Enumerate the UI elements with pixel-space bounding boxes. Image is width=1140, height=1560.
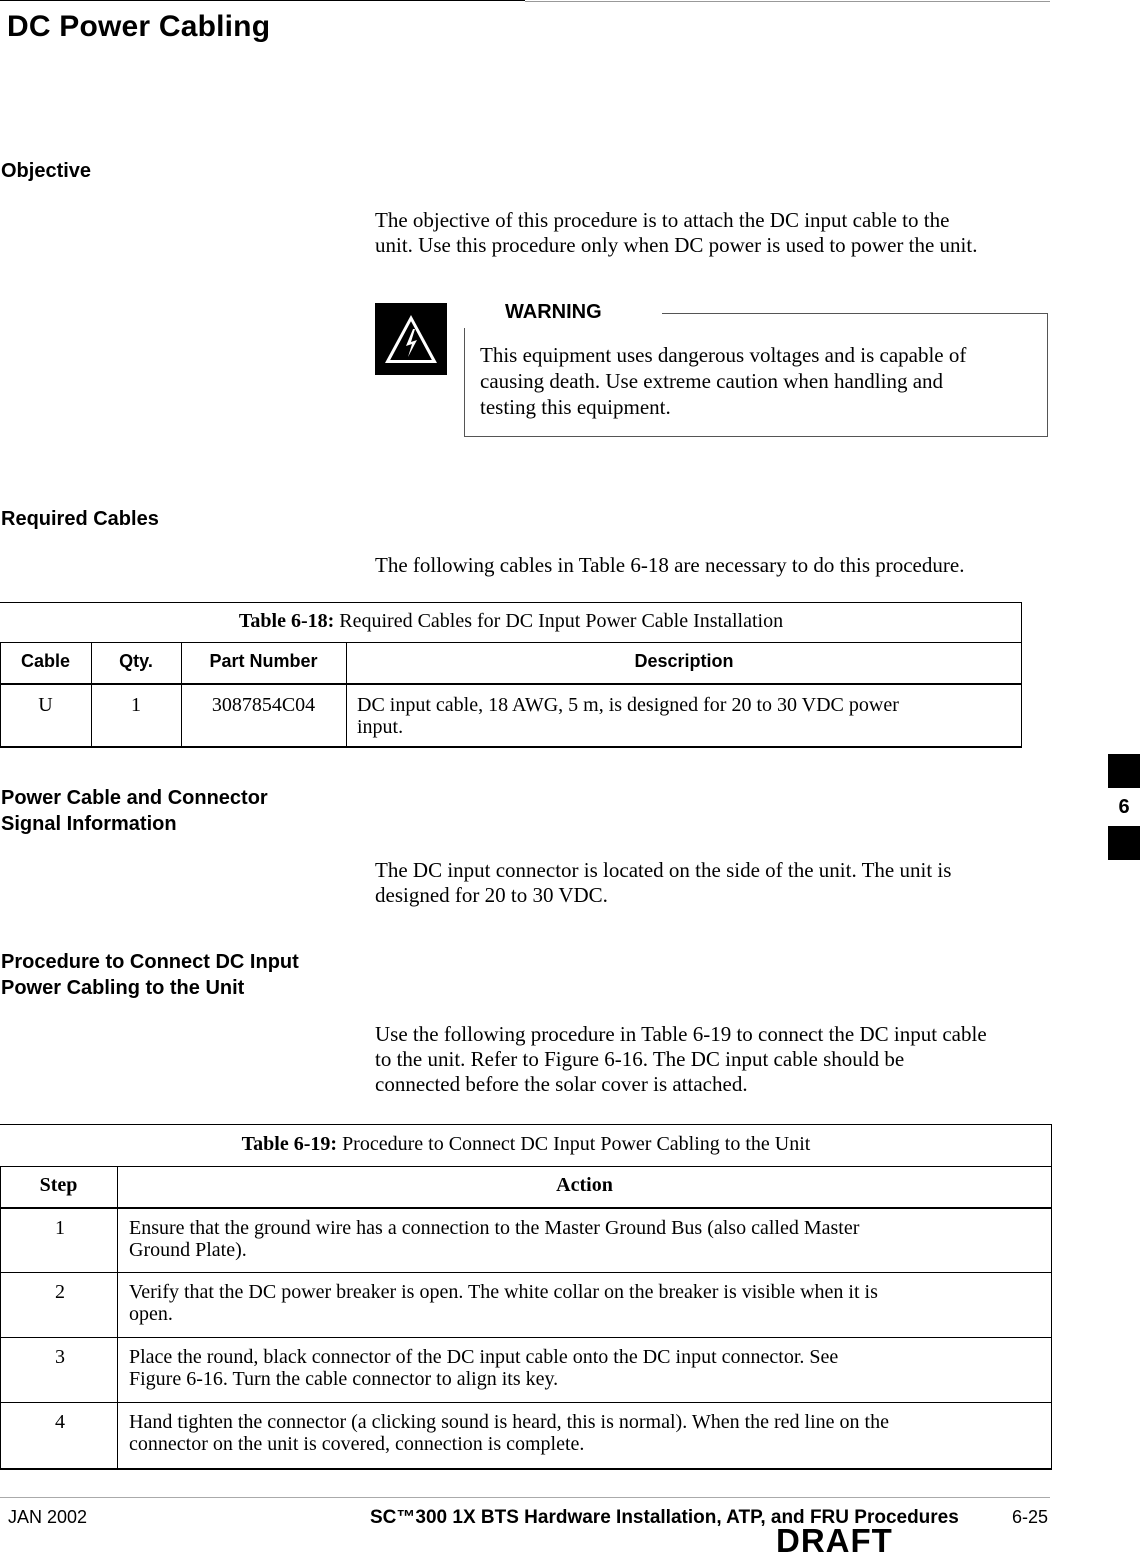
required-cables-text: The following cables in Table 6-18 are necessary to do this procedure. [375, 553, 965, 577]
procedure-heading [1, 949, 299, 1001]
step-number: 3 [55, 1346, 65, 1368]
footer-title: SC™300 1X BTS Hardware Installation, ATP, and FRU Procedures [370, 1507, 959, 1528]
high-voltage-warning-icon [375, 303, 447, 375]
cell-part-number: 3087854C04 [211, 694, 316, 716]
top-rule-thin [525, 1, 1050, 2]
chapter-tab-block-top [1108, 754, 1140, 788]
footer-rule [0, 1497, 1050, 1498]
footer-page-number: 6-25 [1012, 1507, 1049, 1527]
column-header-action: Action [556, 1174, 613, 1196]
action-line: connector on the unit is covered, connection is complete. [129, 1433, 585, 1455]
table-6-18 [0, 602, 1022, 748]
step-number: 2 [55, 1281, 65, 1303]
caption-text: Procedure to Connect DC Input Power Cabling to the Unit [337, 1133, 811, 1155]
action-line: Verify that the DC power breaker is open. The white collar on the breaker is visible when it is [129, 1281, 878, 1303]
description-line: input. [357, 716, 404, 738]
column-header-description: Description [634, 651, 734, 671]
table-6-19 [0, 1124, 1052, 1470]
column-header-qty: Qty. [119, 651, 153, 671]
cell-qty: 1 [131, 694, 141, 716]
action-line: Hand tighten the connector (a clicking sound is heard, this is normal). When the red line on the [129, 1411, 889, 1433]
caption-label: Table 6-18: [238, 610, 335, 632]
objective-line: unit. Use this procedure only when DC power is used to power the unit. [375, 233, 978, 257]
action-line: Place the round, black connector of the DC input cable onto the DC input connector. See [129, 1346, 839, 1368]
required-cables-heading: Required Cables [1, 508, 159, 530]
cell-cable: U [38, 694, 53, 716]
page-title: DC Power Cabling [7, 10, 271, 43]
step-action [129, 1217, 1044, 1261]
step-action [129, 1346, 1044, 1390]
warning-line: This equipment uses dangerous voltages and is capable of [480, 343, 967, 367]
step-action [129, 1411, 1044, 1455]
table-6-18-caption [0, 610, 1022, 633]
warning-line: testing this equipment. [480, 395, 671, 419]
step-number: 1 [55, 1217, 65, 1239]
objective-heading: Objective [1, 160, 92, 182]
heading-line: Power Cabling to the Unit [1, 977, 245, 999]
draft-stamp: DRAFT [776, 1522, 893, 1559]
procedure-line: Use the following procedure in Table 6-19 to connect the DC input cable [375, 1022, 987, 1046]
column-header-cable: Cable [20, 651, 71, 671]
cell-description [357, 694, 1017, 738]
top-rule [0, 0, 525, 1]
power-info-line: The DC input connector is located on the side of the unit. The unit is [375, 858, 952, 882]
action-line: Figure 6-16. Turn the cable connector to align its key. [129, 1368, 559, 1390]
footer-date: JAN 2002 [8, 1507, 88, 1527]
warning-label: WARNING [505, 301, 602, 323]
objective-line: The objective of this procedure is to attach the DC input cable to the [375, 208, 950, 232]
step-action [129, 1281, 1044, 1325]
action-line: Ground Plate). [129, 1239, 247, 1261]
action-line: Ensure that the ground wire has a connection to the Master Ground Bus (also called Master [129, 1217, 860, 1239]
procedure-line: to the unit. Refer to Figure 6-16. The DC input cable should be [375, 1047, 905, 1071]
warning-line: causing death. Use extreme caution when handling and [480, 369, 944, 393]
action-line: open. [129, 1303, 173, 1325]
power-info-text [375, 858, 1055, 908]
heading-line: Power Cable and Connector [1, 787, 268, 809]
procedure-text [375, 1022, 1065, 1097]
heading-line: Signal Information [1, 813, 177, 835]
caption-label: Table 6-19: [241, 1133, 338, 1155]
table-6-19-caption [0, 1133, 1052, 1156]
warning-text [480, 342, 1030, 420]
step-number: 4 [55, 1411, 65, 1433]
column-header-part-number: Part Number [209, 651, 318, 671]
column-header-step: Step [39, 1174, 78, 1196]
heading-line: Procedure to Connect DC Input [1, 951, 299, 973]
chapter-tab-block-bottom [1108, 826, 1140, 860]
procedure-line: connected before the solar cover is attached. [375, 1072, 748, 1096]
description-line: DC input cable, 18 AWG, 5 m, is designed for 20 to 30 VDC power [357, 694, 899, 716]
power-info-heading [1, 785, 268, 837]
caption-text: Required Cables for DC Input Power Cable Installation [334, 610, 784, 632]
power-info-line: designed for 20 to 30 VDC. [375, 883, 608, 907]
objective-text [375, 208, 1055, 258]
chapter-tab-number: 6 [1118, 796, 1130, 818]
